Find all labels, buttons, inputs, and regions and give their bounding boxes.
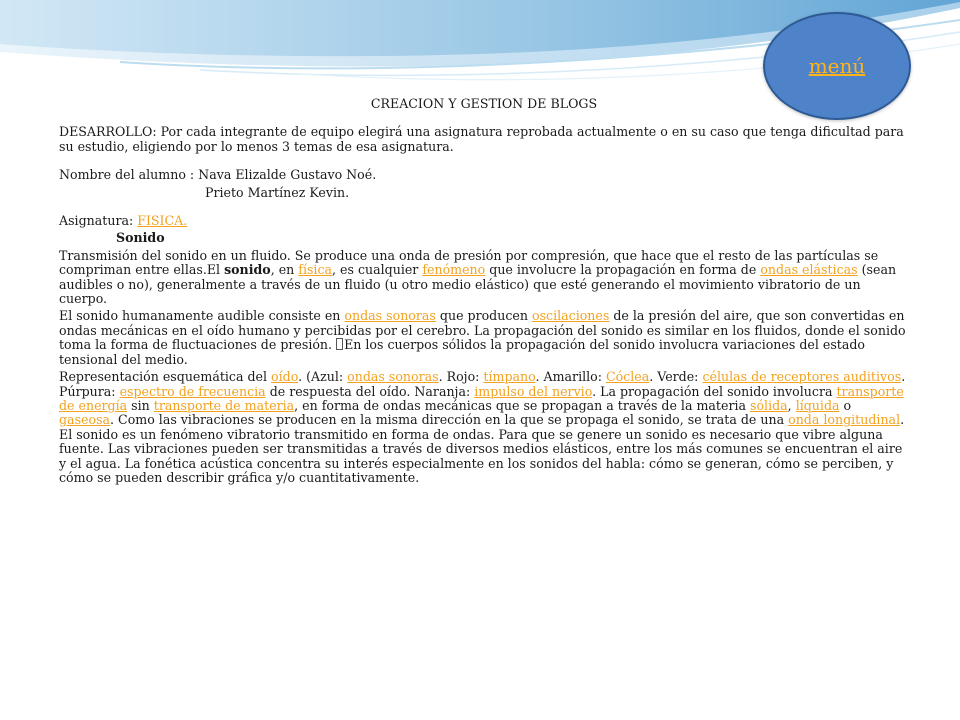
p3-text: . Como las vibraciones se producen en la misma dirección en la que se propaga el sonido, se trata de una: [110, 412, 789, 428]
p3-text: sin: [127, 397, 154, 413]
p3-text: . Púrpura:: [59, 369, 906, 399]
link-celulas-receptores[interactable]: células de receptores auditivos: [702, 369, 902, 385]
link-solida[interactable]: sólida: [750, 397, 788, 413]
p3-text: . Rojo:: [438, 369, 484, 385]
student-name-2: Prieto Martínez Kevin.: [205, 184, 350, 200]
p3-text: Representación esquemática del: [59, 369, 272, 385]
link-liquida[interactable]: líquida: [795, 397, 840, 413]
link-ondas-elasticas[interactable]: ondas elásticas: [760, 262, 858, 278]
p3-text: , en forma de ondas mecánicas que se propagan a través de la materia: [294, 397, 750, 413]
student-label: Nombre del alumno :: [59, 167, 199, 183]
p1-text: Transmisión del sonido en un fluido. Se produce una onda de presión por compresión, que hace que el resto de las partículas se compriman entre ellas.El: [59, 247, 879, 278]
link-ondas-sonoras-2[interactable]: ondas sonoras: [347, 369, 439, 385]
p3-text: de respuesta del oído. Naranja:: [265, 383, 475, 399]
p3-text: . La propagación del sonido involucra: [592, 383, 837, 399]
missing-glyph-icon: [336, 338, 343, 350]
paragraph-2: [59, 309, 909, 367]
p1-text: , es cualquier: [332, 262, 423, 278]
subject-link[interactable]: FISICA.: [137, 213, 188, 229]
p3-text: . Verde:: [649, 369, 703, 385]
p2-text: En los cuerpos sólidos la propagación del sonido involucra variaciones del estado tensional del medio.: [59, 337, 866, 367]
student-name-line: [59, 168, 909, 182]
page-title: CREACION Y GESTION DE BLOGS: [370, 96, 598, 111]
p3-text: . Amarillo:: [535, 369, 606, 385]
student-name-1: Nava Elizalde Gustavo Noé.: [198, 167, 377, 183]
p1-text: que involucre la propagación en forma de: [485, 262, 761, 278]
p3-text: o: [839, 397, 852, 413]
link-espectro-frecuencia[interactable]: espectro de frecuencia: [119, 383, 266, 399]
link-timpano[interactable]: tímpano: [483, 369, 536, 385]
link-impulso-nervio[interactable]: impulso del nervio: [474, 383, 593, 399]
p3-text: . El sonido es un fenómeno vibratorio transmitido en forma de ondas. Para que se genere un sonido es necesario que vibre alguna fuente. Las vibraciones pueden ser transmitidas a través de diversos medios elásticos, entre los más comunes se encuentran el aire y el agua. La fonética acústica concentra su interés especialmente en los sonidos del habla: cómo se generan, cómo se perciben, y cómo se pueden describir gráfica y/o cuantitativamente.: [59, 412, 905, 485]
link-ondas-sonoras[interactable]: ondas sonoras: [344, 308, 436, 324]
link-transporte-materia[interactable]: transporte de materia: [153, 397, 295, 413]
paragraph-1: [59, 249, 909, 307]
link-fisica[interactable]: física: [298, 262, 333, 278]
link-coclea[interactable]: Cóclea: [605, 369, 650, 385]
paragraph-3: [59, 370, 909, 485]
p2-text: que producen: [435, 308, 532, 324]
subject-label: Asignatura:: [59, 213, 138, 229]
document-body: [59, 97, 909, 485]
p1-text: (sean audibles o no), generalmente a través de un fluido (u otro medio elástico) que esté generando el movimiento vibratorio de un cuerpo.: [59, 262, 897, 307]
desarrollo-paragraph: DESARROLLO: Por cada integrante de equipo elegirá una asignatura reprobada actualmente o en su caso que tenga dificultad para su estudio, eligiendo por lo menos 3 temas de esa asignatura.: [59, 124, 904, 154]
link-onda-longitudinal[interactable]: onda longitudinal: [788, 412, 901, 428]
p1-text: , en: [270, 262, 299, 278]
p3-text: ,: [787, 397, 796, 413]
link-fenomeno[interactable]: fenómeno: [422, 262, 486, 278]
link-oscilaciones[interactable]: oscilaciones: [531, 308, 610, 324]
link-transporte-energia[interactable]: transporte de energía: [59, 383, 904, 413]
menu-link[interactable]: menú: [808, 54, 866, 78]
link-gaseosa[interactable]: gaseosa: [59, 412, 111, 428]
sonido-bold: sonido: [224, 262, 271, 278]
section-heading: Sonido: [116, 230, 165, 246]
p2-text: de la presión del aire, que son convertidas en ondas mecánicas en el oído humano y percibidas por el cerebro. La propagación del sonido es similar en los fluidos, donde el sonido toma la forma de fluctuaciones de presión.: [59, 308, 906, 353]
p3-text: . (Azul:: [298, 369, 348, 385]
p2-text: El sonido humanamente audible consiste en: [59, 308, 345, 324]
link-oido[interactable]: oído: [271, 369, 299, 385]
subject-line: [59, 214, 909, 228]
